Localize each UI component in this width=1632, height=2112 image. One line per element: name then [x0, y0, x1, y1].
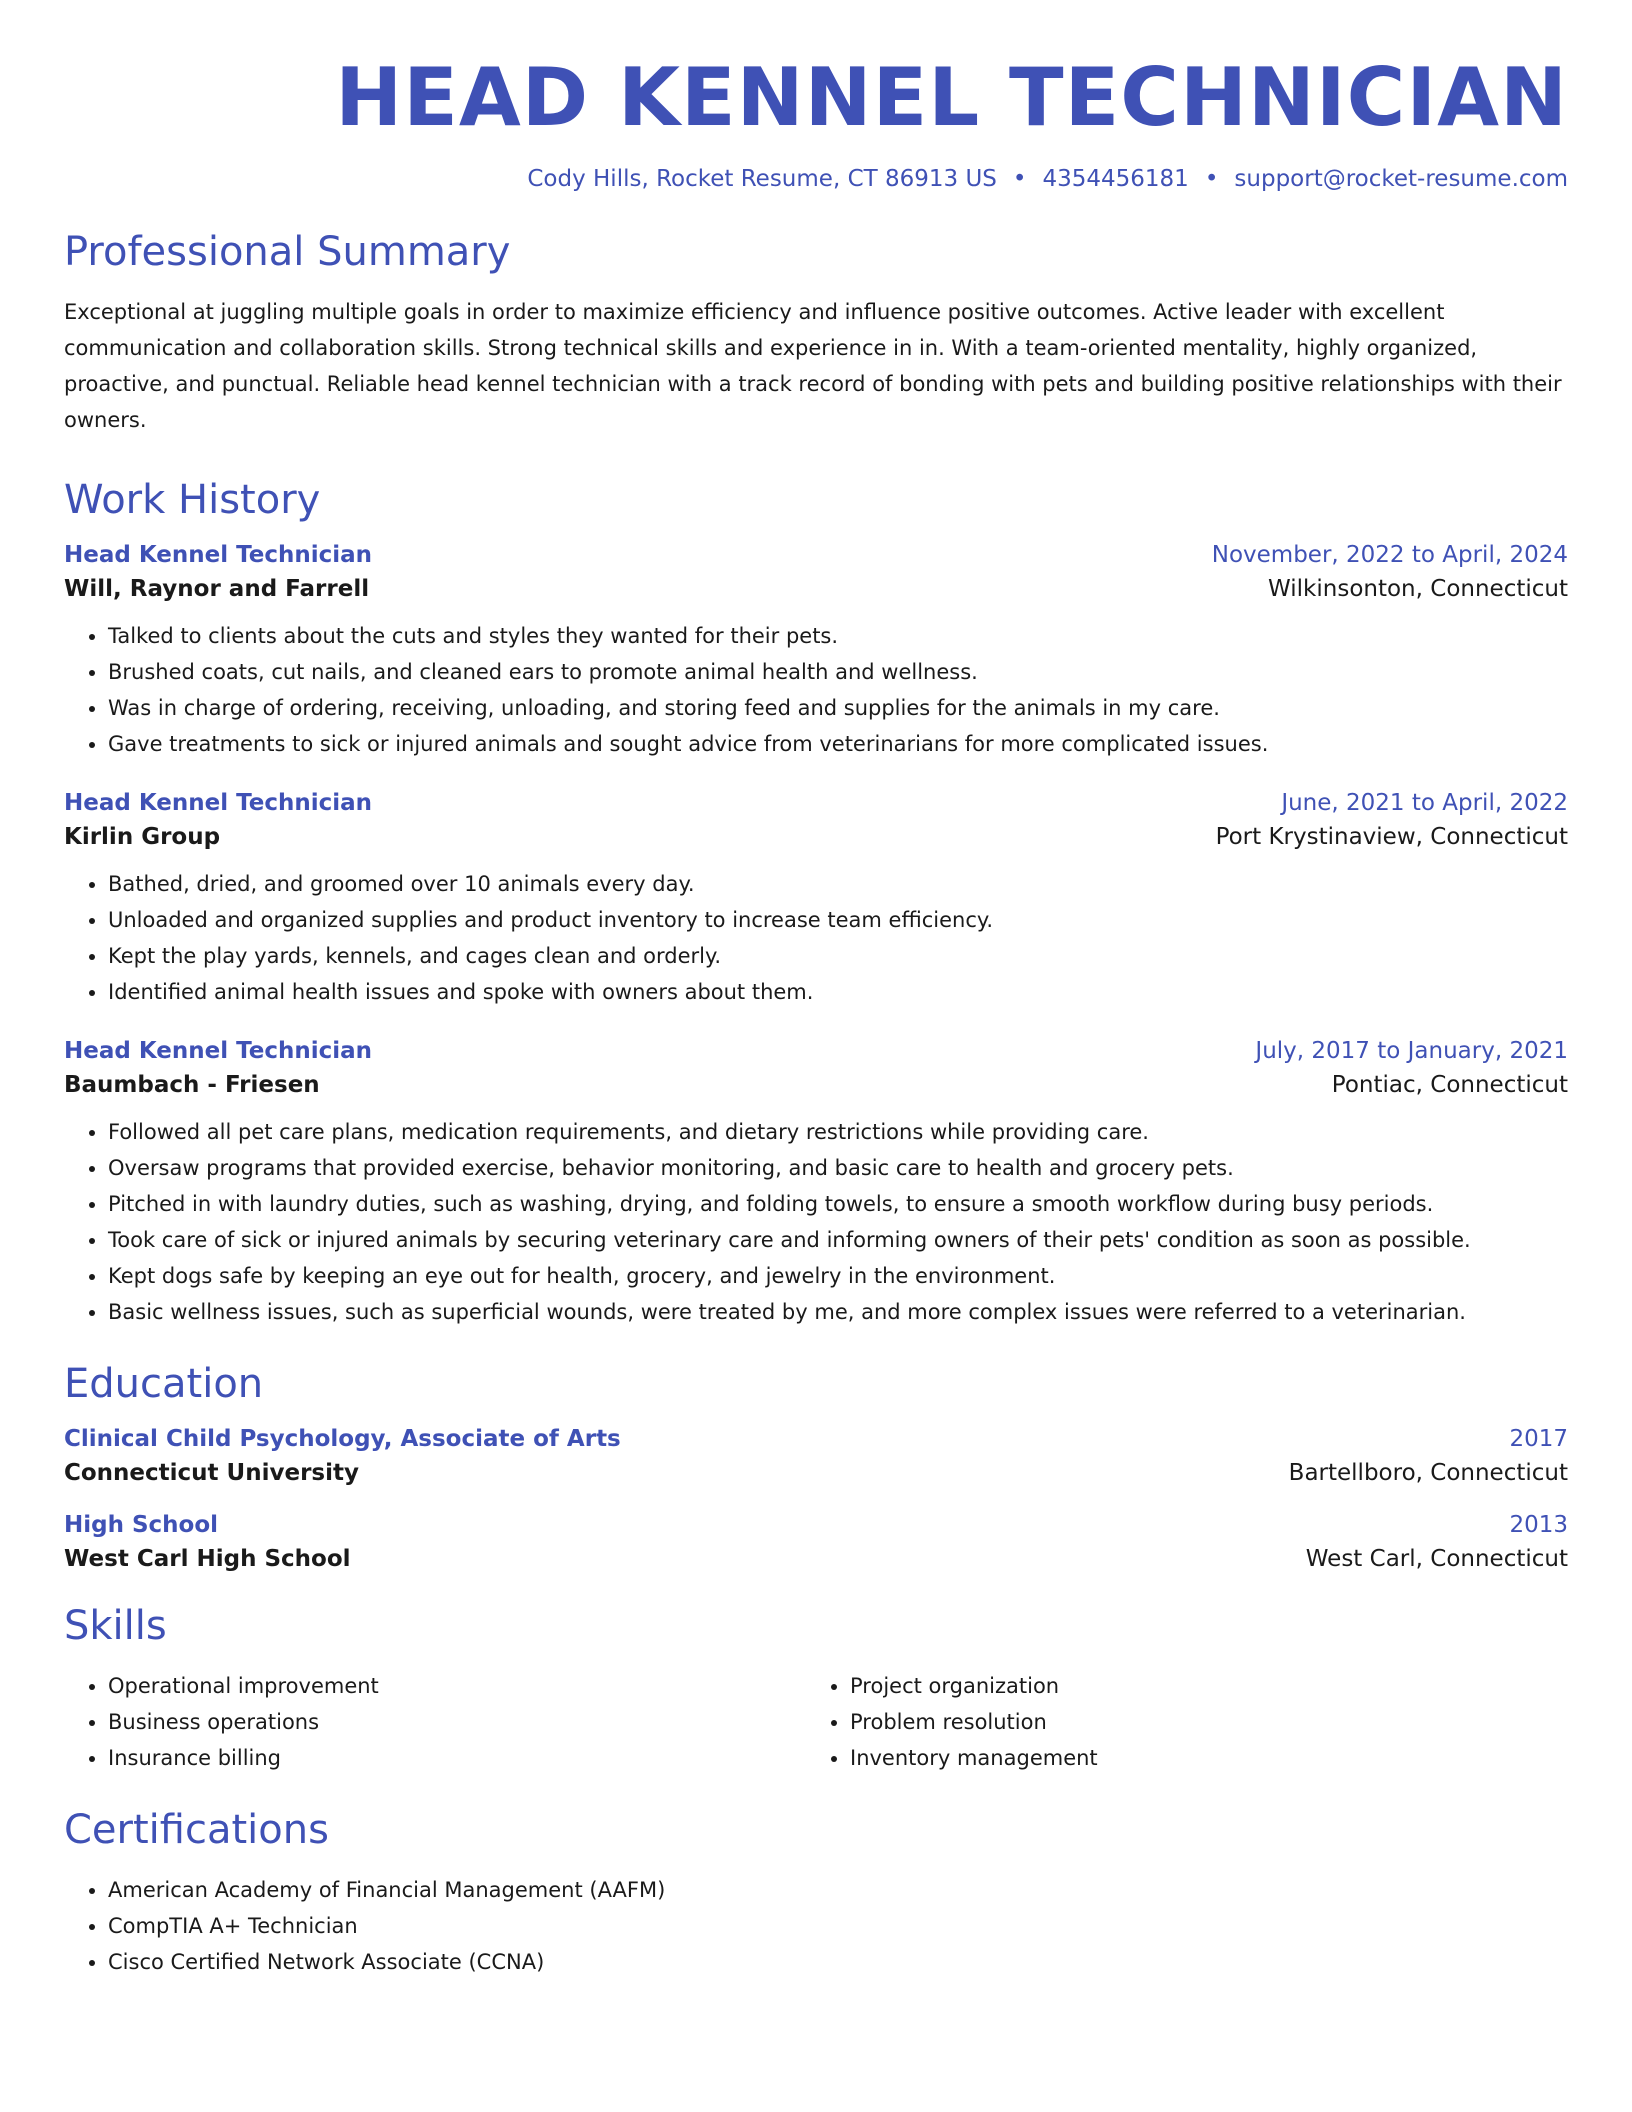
job-bullet: • Unloaded and organized supplies and product inventory to increase team efficiency.: [108, 902, 1568, 938]
job-bullet: • Kept the play yards, kennels, and cages clean and orderly.: [108, 938, 1568, 974]
education-location: West Carl, Connecticut: [1305, 1546, 1568, 1572]
job-bullet: • Took care of sick or injured animals by securing veterinary care and informing owners of their pets' condition as soon as possible.: [108, 1222, 1568, 1258]
job-title: Head Kennel Technician: [64, 1038, 373, 1064]
job-bullet: • Talked to clients about the cuts and styles they wanted for their pets.: [108, 618, 1568, 654]
job-location: Wilkinsonton, Connecticut: [1268, 576, 1568, 602]
education-location: Bartellboro, Connecticut: [1288, 1460, 1568, 1486]
skill-item: • Problem resolution: [850, 1704, 1548, 1740]
job-bullet: • Pitched in with laundry duties, such as washing, drying, and folding towels, to ensure a smooth workflow during busy periods.: [108, 1186, 1568, 1222]
education-heading: Education: [64, 1361, 264, 1407]
resume-name: HEAD KENNEL TECHNICIAN: [335, 51, 1568, 144]
education-degree: Clinical Child Psychology, Associate of Arts: [64, 1426, 621, 1452]
job-location: Port Krystinaview, Connecticut: [1215, 824, 1568, 850]
skills-heading: Skills: [64, 1603, 167, 1649]
education-degree: High School: [64, 1512, 219, 1538]
contact-phone: 4354456181: [1042, 166, 1189, 192]
job-bullets: [64, 618, 1568, 762]
contact-line: [64, 166, 1568, 192]
skill-item: • Business operations: [108, 1704, 806, 1740]
job-bullets: [64, 1114, 1568, 1330]
contact-separator: •: [1204, 166, 1219, 192]
job-dates: November, 2022 to April, 2024: [1211, 542, 1568, 568]
job-company: Will, Raynor and Farrell: [64, 576, 370, 602]
contact-email: support@rocket-resume.com: [1234, 166, 1568, 192]
skills-list: [64, 1668, 1568, 1776]
education-school: West Carl High School: [64, 1546, 351, 1572]
job-company: Baumbach - Friesen: [64, 1072, 320, 1098]
education-entry: [64, 1426, 1568, 1486]
certifications-heading: Certifications: [64, 1807, 329, 1853]
job-bullet: • Followed all pet care plans, medication requirements, and dietary restrictions while providing care.: [108, 1114, 1568, 1150]
contact-address: Cody Hills, Rocket Resume, CT 86913 US: [527, 166, 997, 192]
summary-text: Exceptional at juggling multiple goals in order to maximize efficiency and influence positive outcomes. Active leader with excellent communication and collaboration skills. Strong technical skills and experience in in. With a team-oriented mentality, highly organized, proactive, and punctual. Reliable head kennel technician with a track record of bonding with pets and building positive relationships with their owners.: [64, 300, 1562, 432]
education-entry: [64, 1512, 1568, 1572]
job-entry: [64, 790, 1568, 1010]
job-location: Pontiac, Connecticut: [1331, 1072, 1568, 1098]
job-bullet: • Gave treatments to sick or injured animals and sought advice from veterinarians for more complicated issues.: [108, 726, 1568, 762]
job-company: Kirlin Group: [64, 824, 221, 850]
education-year: 2017: [1509, 1426, 1568, 1452]
job-title: Head Kennel Technician: [64, 542, 373, 568]
skill-item: • Project organization: [850, 1668, 1548, 1704]
certification-item: • Cisco Certified Network Associate (CCNA): [108, 1944, 1568, 1980]
skills-column-right: [806, 1668, 1548, 1776]
job-title: Head Kennel Technician: [64, 790, 373, 816]
education-year: 2013: [1509, 1512, 1568, 1538]
contact-separator: •: [1012, 166, 1027, 192]
job-dates: June, 2021 to April, 2022: [1281, 790, 1568, 816]
skill-item: • Insurance billing: [108, 1740, 806, 1776]
skill-item: • Inventory management: [850, 1740, 1548, 1776]
work-history-heading: Work History: [64, 477, 321, 523]
job-entry: [64, 1038, 1568, 1330]
job-dates: July, 2017 to January, 2021: [1255, 1038, 1568, 1064]
job-bullet: • Brushed coats, cut nails, and cleaned ears to promote animal health and wellness.: [108, 654, 1568, 690]
job-bullet: • Oversaw programs that provided exercise, behavior monitoring, and basic care to health and grocery pets.: [108, 1150, 1568, 1186]
skills-column-left: [64, 1668, 806, 1776]
job-bullet: • Was in charge of ordering, receiving, unloading, and storing feed and supplies for the animals in my care.: [108, 690, 1568, 726]
certifications-list: [64, 1872, 1568, 1980]
certification-item: • CompTIA A+ Technician: [108, 1908, 1568, 1944]
job-bullet: • Bathed, dried, and groomed over 10 animals every day.: [108, 866, 1568, 902]
job-bullets: [64, 866, 1568, 1010]
job-bullet: • Kept dogs safe by keeping an eye out for health, grocery, and jewelry in the environment.: [108, 1258, 1568, 1294]
certification-item: • American Academy of Financial Management (AAFM): [108, 1872, 1568, 1908]
job-bullet: • Basic wellness issues, such as superficial wounds, were treated by me, and more complex issues were referred to a veterinarian.: [108, 1294, 1568, 1330]
summary-heading: Professional Summary: [64, 229, 511, 275]
job-entry: [64, 542, 1568, 762]
education-school: Connecticut University: [64, 1460, 359, 1486]
skill-item: • Operational improvement: [108, 1668, 806, 1704]
job-bullet: • Identified animal health issues and spoke with owners about them.: [108, 974, 1568, 1010]
